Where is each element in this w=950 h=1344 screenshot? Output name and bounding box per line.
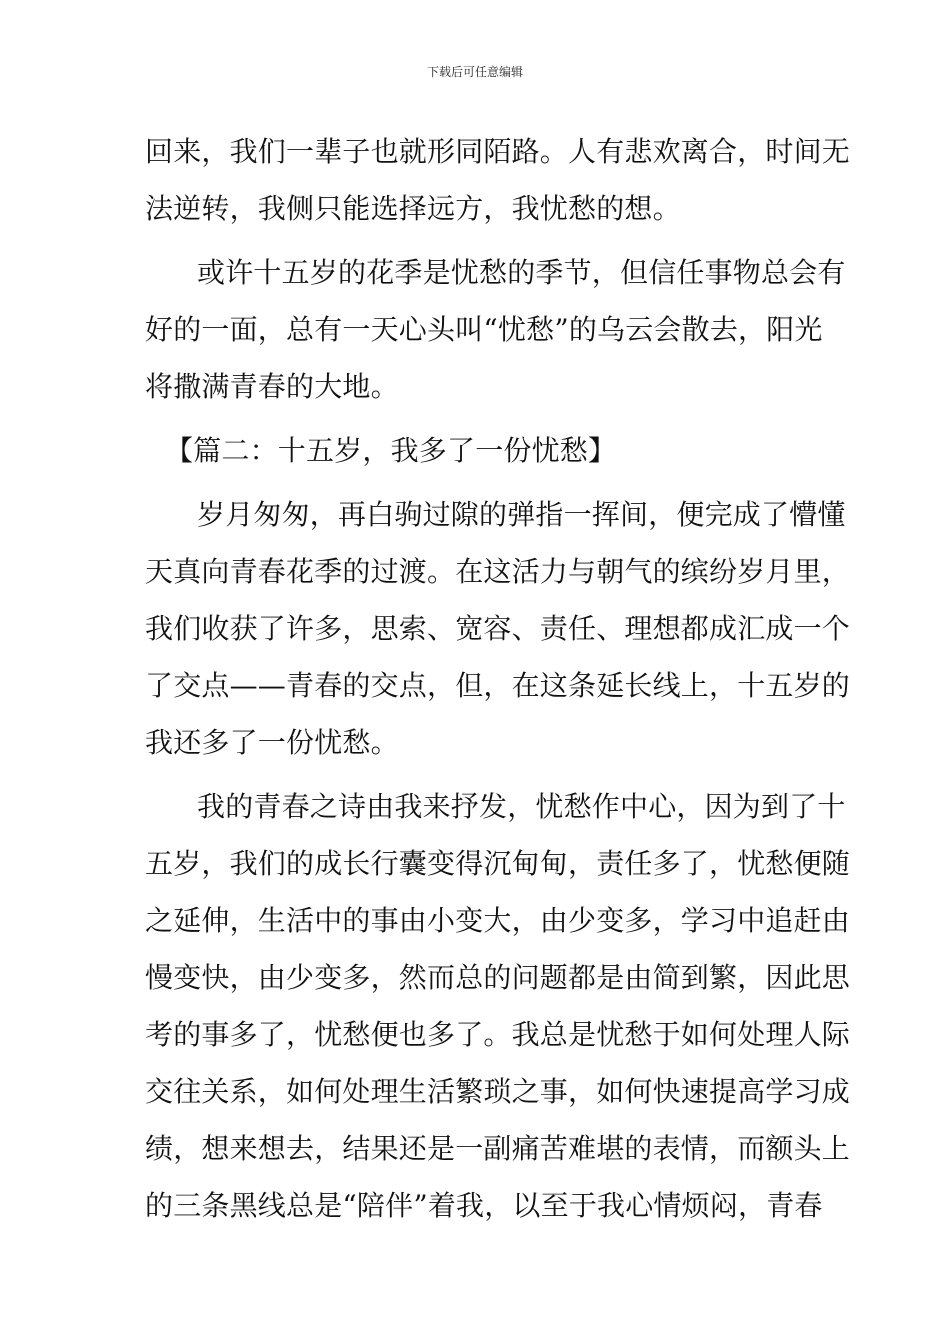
paragraph-4 [145,778,851,1234]
text-line: 考的事多了，忧愁便也多了。我总是忧愁于如何处理人际 [145,1018,851,1051]
text-line: 我还多了一份忧愁。 [145,726,399,759]
text-line: 五岁，我们的成长行囊变得沉甸甸，责任多了，忧愁便随 [145,847,851,880]
text-line: 慢变快，由少变多，然而总的问题都是由简到繁，因此思 [145,961,851,994]
paragraph-3 [145,486,851,771]
page-header: 下载后可任意编辑 [426,65,523,79]
text-line: 将撒满青春的大地。 [145,370,399,403]
paragraph-1 [145,123,851,237]
text-line: 回来，我们一辈子也就形同陌路。人有悲欢离合，时间无 [145,135,851,168]
text-line: 绩，想来想去，结果还是一副痛苦难堪的表情，而额头上 [145,1132,851,1165]
text-line: 我们收获了许多，思索、宽容、责任、理想都成汇成一个 [145,612,851,645]
paragraph-2 [145,244,846,415]
text-line: 交往关系，如何处理生活繁琐之事，如何快速提高学习成 [145,1075,851,1108]
text-line: 的三条黑线总是“陪伴”着我，以至于我心情烦闷，青春 [145,1189,823,1222]
text-line: 或许十五岁的花季是忧愁的季节，但信任事物总会有 [197,256,846,289]
section-title: 【篇二：十五岁，我多了一份忧愁】 [165,434,617,467]
document-body [145,123,851,1234]
section-heading [145,422,807,479]
text-line: 好的一面，总有一天心头叫“忧愁”的乌云会散去，阳光 [145,313,823,346]
text-line: 法逆转，我侧只能选择远方，我忧愁的想。 [145,192,681,225]
text-line: 之延伸，生活中的事由小变大，由少变多，学习中追赶由 [145,904,851,937]
text-line: 天真向青春花季的过渡。在这活力与朝气的缤纷岁月里， [145,555,851,588]
text-line: 了交点——青春的交点，但，在这条延长线上，十五岁的 [145,669,851,702]
text-line: 岁月匆匆，再白驹过隙的弹指一挥间，便完成了懵懂 [197,498,846,531]
text-line: 我的青春之诗由我来抒发，忧愁作中心，因为到了十 [197,790,846,823]
